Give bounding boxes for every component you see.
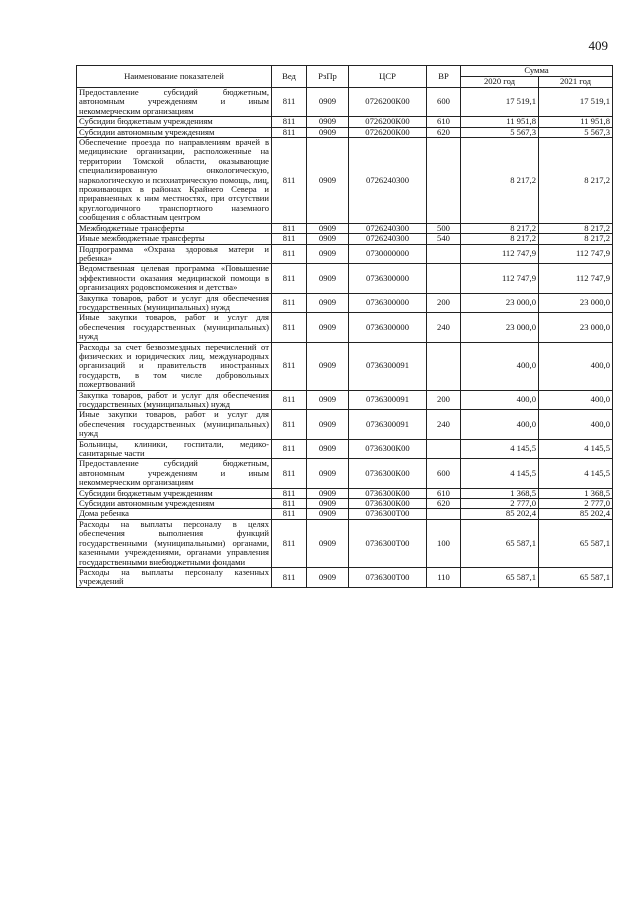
header-2021: 2021 год <box>539 77 613 88</box>
cell-ved: 811 <box>272 342 307 390</box>
header-csr: ЦСР <box>349 66 427 88</box>
cell-rzpr: 0909 <box>307 88 349 117</box>
cell-sum-2021: 112 747,9 <box>539 264 613 293</box>
cell-rzpr: 0909 <box>307 264 349 293</box>
cell-name: Иные закупки товаров, работ и услуг для обеспечения государственных (муниципальных) нужд <box>77 410 272 439</box>
page-number: 409 <box>588 38 608 53</box>
cell-name: Расходы за счет безвозмездных перечислений от физических и юридических лиц, международных организаций и правительств иностранных государств, в том числе добровольных пожертвований <box>77 342 272 390</box>
cell-name: Дома ребенка <box>77 509 272 519</box>
table-row <box>77 439 613 459</box>
cell-csr: 0736300К00 <box>349 439 427 459</box>
cell-rzpr: 0909 <box>307 459 349 488</box>
cell-vr <box>427 509 461 519</box>
cell-vr: 600 <box>427 459 461 488</box>
cell-sum-2021: 8 217,2 <box>539 138 613 224</box>
cell-ved: 811 <box>272 234 307 244</box>
table-header <box>77 66 613 88</box>
cell-name: Субсидии бюджетным учреждениям <box>77 488 272 498</box>
cell-sum-2021: 11 951,8 <box>539 117 613 127</box>
cell-rzpr: 0909 <box>307 439 349 459</box>
cell-rzpr: 0909 <box>307 509 349 519</box>
cell-name: Подпрограмма «Охрана здоровья матери и ребенка» <box>77 244 272 264</box>
cell-sum-2021: 1 368,5 <box>539 488 613 498</box>
cell-sum-2020: 400,0 <box>461 342 539 390</box>
cell-name: Ведомственная целевая программа «Повышение эффективности оказания медицинской помощи в организациях родовспоможения и детства» <box>77 264 272 293</box>
cell-sum-2020: 23 000,0 <box>461 293 539 313</box>
cell-csr: 0726240300 <box>349 138 427 224</box>
cell-sum-2021: 8 217,2 <box>539 234 613 244</box>
cell-sum-2021: 8 217,2 <box>539 223 613 233</box>
cell-vr <box>427 138 461 224</box>
cell-ved: 811 <box>272 439 307 459</box>
cell-ved: 811 <box>272 293 307 313</box>
cell-sum-2020: 8 217,2 <box>461 223 539 233</box>
table-row <box>77 459 613 488</box>
cell-vr: 240 <box>427 313 461 342</box>
cell-sum-2021: 5 567,3 <box>539 127 613 137</box>
cell-ved: 811 <box>272 138 307 224</box>
cell-rzpr: 0909 <box>307 390 349 410</box>
cell-rzpr: 0909 <box>307 499 349 509</box>
cell-csr: 0726240300 <box>349 234 427 244</box>
cell-ved: 811 <box>272 313 307 342</box>
cell-rzpr: 0909 <box>307 410 349 439</box>
cell-ved: 811 <box>272 410 307 439</box>
table-row <box>77 313 613 342</box>
cell-vr <box>427 439 461 459</box>
cell-rzpr: 0909 <box>307 313 349 342</box>
cell-csr: 0736300091 <box>349 410 427 439</box>
header-vr: ВР <box>427 66 461 88</box>
cell-name: Закупка товаров, работ и услуг для обеспечения государственных (муниципальных) нужд <box>77 390 272 410</box>
cell-rzpr: 0909 <box>307 127 349 137</box>
cell-ved: 811 <box>272 127 307 137</box>
cell-vr: 600 <box>427 88 461 117</box>
cell-vr: 540 <box>427 234 461 244</box>
cell-rzpr: 0909 <box>307 138 349 224</box>
cell-vr: 240 <box>427 410 461 439</box>
table-row <box>77 117 613 127</box>
cell-sum-2020: 85 202,4 <box>461 509 539 519</box>
cell-sum-2020: 2 777,0 <box>461 499 539 509</box>
cell-sum-2020: 23 000,0 <box>461 313 539 342</box>
cell-sum-2020: 65 587,1 <box>461 519 539 567</box>
cell-csr: 0726240300 <box>349 223 427 233</box>
header-2020: 2020 год <box>461 77 539 88</box>
cell-name: Закупка товаров, работ и услуг для обеспечения государственных (муниципальных) нужд <box>77 293 272 313</box>
cell-ved: 811 <box>272 117 307 127</box>
table-row <box>77 88 613 117</box>
cell-vr: 620 <box>427 499 461 509</box>
cell-sum-2021: 400,0 <box>539 390 613 410</box>
cell-name: Субсидии автономным учреждениям <box>77 499 272 509</box>
cell-sum-2020: 5 567,3 <box>461 127 539 137</box>
cell-sum-2021: 17 519,1 <box>539 88 613 117</box>
cell-sum-2021: 4 145,5 <box>539 439 613 459</box>
cell-ved: 811 <box>272 244 307 264</box>
cell-sum-2021: 112 747,9 <box>539 244 613 264</box>
cell-csr: 0736300К00 <box>349 499 427 509</box>
cell-rzpr: 0909 <box>307 342 349 390</box>
cell-rzpr: 0909 <box>307 293 349 313</box>
cell-csr: 0730000000 <box>349 244 427 264</box>
cell-rzpr: 0909 <box>307 117 349 127</box>
cell-vr: 610 <box>427 117 461 127</box>
cell-vr: 110 <box>427 567 461 587</box>
cell-vr: 500 <box>427 223 461 233</box>
cell-sum-2020: 4 145,5 <box>461 439 539 459</box>
table-row <box>77 223 613 233</box>
cell-name: Больницы, клиники, госпитали, медико-санитарные части <box>77 439 272 459</box>
table-row <box>77 499 613 509</box>
cell-name: Субсидии бюджетным учреждениям <box>77 117 272 127</box>
cell-rzpr: 0909 <box>307 223 349 233</box>
cell-csr: 0736300000 <box>349 313 427 342</box>
cell-vr: 100 <box>427 519 461 567</box>
table-row <box>77 519 613 567</box>
table-row <box>77 234 613 244</box>
budget-table <box>76 65 613 588</box>
cell-csr: 0736300Т00 <box>349 567 427 587</box>
cell-ved: 811 <box>272 509 307 519</box>
cell-name: Иные межбюджетные трансферты <box>77 234 272 244</box>
cell-rzpr: 0909 <box>307 519 349 567</box>
table-row <box>77 410 613 439</box>
table-row <box>77 244 613 264</box>
header-name: Наименование показателей <box>77 66 272 88</box>
cell-ved: 811 <box>272 264 307 293</box>
cell-sum-2020: 4 145,5 <box>461 459 539 488</box>
cell-ved: 811 <box>272 223 307 233</box>
cell-ved: 811 <box>272 499 307 509</box>
table-row <box>77 488 613 498</box>
cell-name: Расходы на выплаты персоналу казенных учреждений <box>77 567 272 587</box>
cell-sum-2020: 400,0 <box>461 410 539 439</box>
cell-csr: 0736300091 <box>349 390 427 410</box>
cell-sum-2021: 4 145,5 <box>539 459 613 488</box>
cell-sum-2020: 65 587,1 <box>461 567 539 587</box>
cell-sum-2021: 400,0 <box>539 410 613 439</box>
table-row <box>77 342 613 390</box>
table-row <box>77 390 613 410</box>
cell-sum-2021: 23 000,0 <box>539 293 613 313</box>
cell-ved: 811 <box>272 459 307 488</box>
header-ved: Вед <box>272 66 307 88</box>
cell-ved: 811 <box>272 567 307 587</box>
cell-ved: 811 <box>272 488 307 498</box>
cell-csr: 0736300000 <box>349 264 427 293</box>
cell-rzpr: 0909 <box>307 567 349 587</box>
cell-vr: 620 <box>427 127 461 137</box>
table-row <box>77 127 613 137</box>
cell-sum-2020: 112 747,9 <box>461 244 539 264</box>
table-row <box>77 509 613 519</box>
table-row <box>77 293 613 313</box>
cell-rzpr: 0909 <box>307 488 349 498</box>
cell-csr: 0726200К00 <box>349 127 427 137</box>
cell-rzpr: 0909 <box>307 244 349 264</box>
cell-csr: 0736300091 <box>349 342 427 390</box>
table-row <box>77 138 613 224</box>
table-body <box>77 88 613 588</box>
cell-sum-2020: 11 951,8 <box>461 117 539 127</box>
cell-name: Иные закупки товаров, работ и услуг для обеспечения государственных (муниципальных) нужд <box>77 313 272 342</box>
table-row <box>77 567 613 587</box>
cell-ved: 811 <box>272 390 307 410</box>
cell-sum-2020: 8 217,2 <box>461 138 539 224</box>
cell-sum-2021: 85 202,4 <box>539 509 613 519</box>
cell-sum-2021: 2 777,0 <box>539 499 613 509</box>
cell-csr: 0726200К00 <box>349 117 427 127</box>
header-rzpr: РзПр <box>307 66 349 88</box>
cell-vr: 200 <box>427 293 461 313</box>
cell-vr <box>427 264 461 293</box>
cell-csr: 0736300Т00 <box>349 519 427 567</box>
cell-ved: 811 <box>272 519 307 567</box>
cell-csr: 0726200К00 <box>349 88 427 117</box>
cell-sum-2020: 8 217,2 <box>461 234 539 244</box>
cell-rzpr: 0909 <box>307 234 349 244</box>
cell-ved: 811 <box>272 88 307 117</box>
cell-sum-2021: 65 587,1 <box>539 519 613 567</box>
cell-sum-2021: 23 000,0 <box>539 313 613 342</box>
cell-name: Расходы на выплаты персоналу в целях обеспечения выполнения функций государственными (муниципальными) органами, казенными учреждениями, органами управления государственными внебюджетными фондами <box>77 519 272 567</box>
cell-csr: 0736300К00 <box>349 488 427 498</box>
cell-name: Предоставление субсидий бюджетным, автономным учреждениям и иным некоммерческим организациям <box>77 88 272 117</box>
table-row <box>77 264 613 293</box>
cell-vr <box>427 244 461 264</box>
cell-vr <box>427 342 461 390</box>
cell-name: Межбюджетные трансферты <box>77 223 272 233</box>
cell-sum-2021: 400,0 <box>539 342 613 390</box>
cell-name: Обеспечение проезда по направлениям врачей в медицинские организации, расположенные на территории Томской области, оказывающие специализированную онкологическую, наркологическую и психиатрическую помощь, лиц, проживающих в районах Крайнего Севера и приравненных к ним местностях, при отсутствии круглогодичного транспортного наземного сообщения с областным центром <box>77 138 272 224</box>
cell-sum-2020: 112 747,9 <box>461 264 539 293</box>
header-sum: Сумма <box>461 66 613 77</box>
cell-sum-2020: 17 519,1 <box>461 88 539 117</box>
cell-csr: 0736300К00 <box>349 459 427 488</box>
cell-name: Субсидии автономным учреждениям <box>77 127 272 137</box>
cell-vr: 200 <box>427 390 461 410</box>
cell-sum-2021: 65 587,1 <box>539 567 613 587</box>
cell-csr: 0736300Т00 <box>349 509 427 519</box>
cell-name: Предоставление субсидий бюджетным, автономным учреждениям и иным некоммерческим организациям <box>77 459 272 488</box>
cell-sum-2020: 1 368,5 <box>461 488 539 498</box>
cell-vr: 610 <box>427 488 461 498</box>
cell-sum-2020: 400,0 <box>461 390 539 410</box>
cell-csr: 0736300000 <box>349 293 427 313</box>
